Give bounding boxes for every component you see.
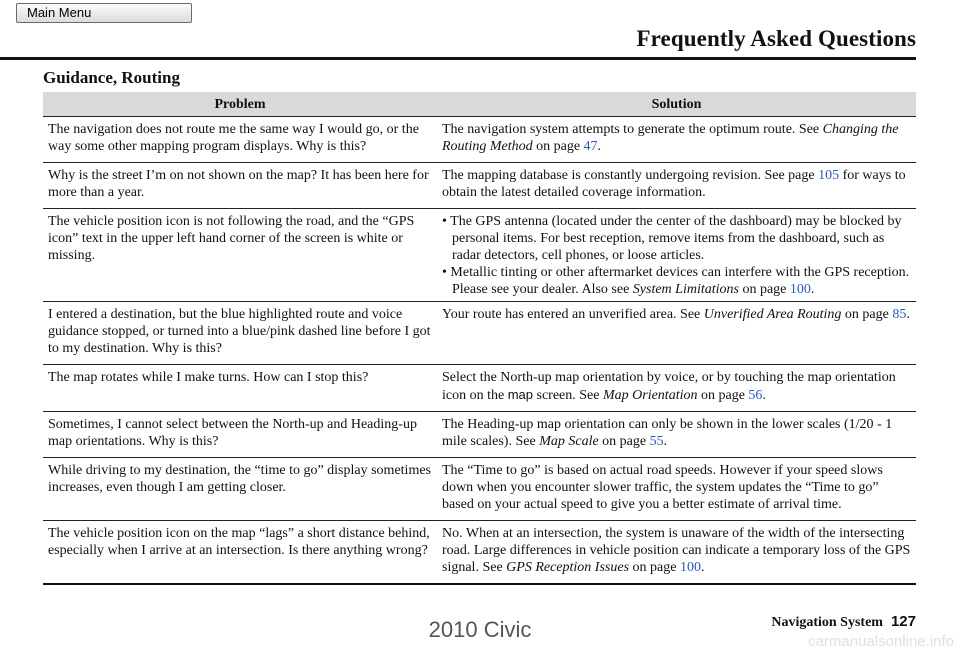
- table-row: [43, 458, 916, 521]
- solution-text: on page: [738, 282, 790, 297]
- section-reference: Changing the Routing Method: [442, 122, 899, 154]
- column-header-problem: Problem: [43, 92, 437, 117]
- solution-text: .: [597, 139, 602, 154]
- solution-cell: [437, 209, 916, 302]
- section-reference: Map Orientation: [602, 388, 698, 403]
- page-link[interactable]: 105: [818, 168, 840, 183]
- main-menu-button[interactable]: Main Menu: [16, 3, 192, 23]
- solution-cell: [437, 117, 916, 163]
- watermark-model: 2010 Civic: [428, 617, 532, 642]
- problem-cell: Sometimes, I cannot select between the North-up and Heading-up map orientations. Why is this?: [43, 412, 437, 458]
- solution-text: on page: [629, 560, 680, 575]
- page-title: Frequently Asked Questions: [636, 26, 916, 51]
- solution-text: Your route has entered an unverified area. See: [442, 307, 704, 322]
- section-reference: Unverified Area Routing: [703, 307, 842, 322]
- column-header-solution: Solution: [437, 92, 916, 117]
- solution-bullet: • The GPS antenna (located under the center of the dashboard) may be blocked by personal items. For best reception, remove items from the dashboard, such as radar detectors, cell phones, or loose articles.: [442, 214, 902, 263]
- solution-cell: [437, 521, 916, 585]
- solution-text: screen. See: [533, 388, 603, 403]
- watermark-site: carmanualsonline.info: [808, 633, 954, 650]
- section-reference: System Limitations: [632, 282, 739, 297]
- problem-cell: While driving to my destination, the “time to go” display sometimes increases, even though I am getting closer.: [43, 458, 437, 521]
- solution-text: The navigation system attempts to generate the optimum route. See: [442, 122, 823, 137]
- solution-text: .: [810, 282, 815, 297]
- section-title: Guidance, Routing: [43, 68, 180, 87]
- table-row: [43, 365, 916, 412]
- table-row: [43, 521, 916, 585]
- solution-cell: [437, 412, 916, 458]
- solution-text: The mapping database is constantly undergoing revision. See page: [442, 168, 819, 183]
- solution-text: • Metallic tinting or other aftermarket devices can interfere with the GPS reception. Please see your dealer. Also see: [442, 265, 910, 297]
- title-rule: [0, 57, 916, 60]
- solution-text: for ways to obtain the latest detailed coverage information.: [442, 168, 906, 200]
- solution-text: No. When at an intersection, the system is unaware of the width of the intersecting road. Large differences in vehicle position can indicate a temporary loss of the GPS signal. See: [442, 526, 911, 575]
- problem-cell: The map rotates while I make turns. How can I stop this?: [43, 365, 437, 412]
- problem-cell: I entered a destination, but the blue highlighted route and voice guidance stopped, or turned into a blue/pink dashed line before I got to my destination. Why is this?: [43, 302, 437, 365]
- page-link[interactable]: 85: [892, 307, 907, 322]
- solution-cell: [437, 302, 916, 365]
- solution-cell: The “Time to go” is based on actual road speeds. However if your speed slows down when you encounter slower traffic, the system updates the “Time to go” based on your actual speed to give you a better estimate of arrival time.: [437, 458, 916, 521]
- problem-cell: The vehicle position icon is not following the road, and the “GPS icon” text in the upper left hand corner of the screen is white or missing.: [43, 209, 437, 302]
- solution-text: .: [906, 307, 910, 322]
- table-row: [43, 412, 916, 458]
- screen-key-label: map: [507, 387, 534, 402]
- solution-text: on page: [841, 307, 893, 322]
- table-row: [43, 302, 916, 365]
- page-link[interactable]: 100: [679, 560, 701, 575]
- page-link[interactable]: 100: [789, 282, 811, 297]
- footer-label: Navigation System: [771, 615, 883, 630]
- solution-bullet: [442, 264, 911, 298]
- problem-cell: The navigation does not route me the same way I would go, or the way some other mapping program displays. Why is this?: [43, 117, 437, 163]
- solution-cell: [437, 365, 916, 412]
- solution-text: .: [700, 560, 705, 575]
- solution-text: .: [663, 434, 668, 449]
- solution-cell: [437, 163, 916, 209]
- section-reference: GPS Reception Issues: [506, 560, 630, 575]
- solution-text: on page: [598, 434, 650, 449]
- page-link[interactable]: 56: [748, 388, 763, 403]
- solution-text: The Heading-up map orientation can only be shown in the lower scales (1/20 - 1 mile scales). See: [442, 417, 893, 449]
- table-row: [43, 209, 916, 302]
- solution-text: Select the North-up map orientation by voice, or by touching the map orientation icon on the: [442, 370, 896, 403]
- table-row: [43, 117, 916, 163]
- faq-table: [43, 92, 916, 585]
- solution-text: on page: [532, 139, 584, 154]
- table-row: [43, 163, 916, 209]
- section-reference: Map Scale: [539, 434, 599, 449]
- page-link[interactable]: 55: [649, 434, 664, 449]
- solution-text: .: [762, 388, 766, 403]
- solution-text: on page: [697, 388, 749, 403]
- page-link[interactable]: 47: [583, 139, 598, 154]
- table-header-row: [43, 92, 916, 117]
- problem-cell: Why is the street I’m on not shown on the map? It has been here for more than a year.: [43, 163, 437, 209]
- problem-cell: The vehicle position icon on the map “lags” a short distance behind, especially when I arrive at an intersection. Is there anything wrong?: [43, 521, 437, 585]
- page-number: 127: [890, 613, 916, 630]
